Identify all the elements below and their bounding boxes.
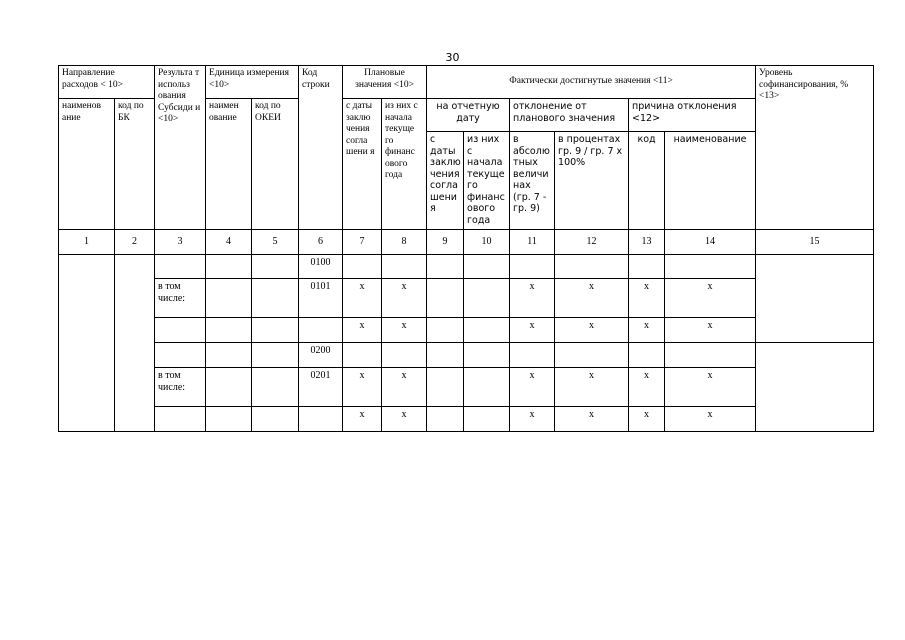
actual-since-year-cell [464, 318, 510, 343]
okei-cell [252, 279, 299, 318]
unit-name-cell [206, 255, 252, 279]
header-okei-code: код по ОКЕИ [252, 99, 299, 230]
unit-name-cell [206, 368, 252, 407]
direction-name-cell [59, 255, 115, 432]
deviation-absolute-cell: x [510, 368, 555, 407]
deviation-absolute-cell [510, 343, 555, 368]
deviation-absolute-cell [510, 255, 555, 279]
reason-code-cell [629, 343, 665, 368]
actual-since-year-cell [464, 368, 510, 407]
header-direction-group: Направление расходов < 10> [59, 66, 155, 99]
header-planned-since-year: из них с начала текуще го финанс ового года [382, 99, 427, 230]
result-cell [155, 407, 206, 432]
actual-since-year-cell [464, 407, 510, 432]
unit-name-cell [206, 279, 252, 318]
deviation-absolute-cell: x [510, 318, 555, 343]
column-number: 12 [555, 230, 629, 255]
header-reason-code: код [629, 132, 665, 230]
header-unit-name: наимен ование [206, 99, 252, 230]
reason-name-cell: x [665, 279, 756, 318]
report-table [58, 65, 874, 432]
column-number: 1 [59, 230, 115, 255]
header-unit-group: Единица измерения <10> [206, 66, 299, 99]
header-actual-since-year: из них с начала текуще го финанс ового года [464, 132, 510, 230]
planned-since-year-cell [382, 255, 427, 279]
column-number: 7 [343, 230, 382, 255]
planned-since-year-cell: x [382, 368, 427, 407]
actual-since-year-cell [464, 255, 510, 279]
header-deviation-absolute: в абсолю тных величи нах (гр. 7 - гр. 9) [510, 132, 555, 230]
row-code: 0101 [299, 279, 343, 318]
column-number: 2 [115, 230, 155, 255]
reason-name-cell [665, 255, 756, 279]
row-code [299, 407, 343, 432]
header-result: Результа т использ ования Субсиди и <10> [155, 66, 206, 230]
planned-since-year-cell: x [382, 318, 427, 343]
header-cofinancing: Уровень софинансирования, % <13> [756, 66, 874, 230]
result-cell [155, 318, 206, 343]
okei-cell [252, 318, 299, 343]
column-number: 15 [756, 230, 874, 255]
actual-since-agreement-cell [427, 407, 464, 432]
planned-since-agreement-cell: x [343, 407, 382, 432]
column-number: 4 [206, 230, 252, 255]
header-row-code: Код строки [299, 66, 343, 230]
column-number: 13 [629, 230, 665, 255]
column-number: 3 [155, 230, 206, 255]
reason-name-cell: x [665, 318, 756, 343]
actual-since-year-cell [464, 279, 510, 318]
column-number: 5 [252, 230, 299, 255]
header-name: наименов ание [59, 99, 115, 230]
row-code: 0200 [299, 343, 343, 368]
cofinancing-cell [756, 255, 874, 343]
planned-since-agreement-cell: x [343, 279, 382, 318]
deviation-percent-cell [555, 255, 629, 279]
actual-since-agreement-cell [427, 368, 464, 407]
unit-name-cell [206, 407, 252, 432]
header-deviation-percent: в процентах гр. 9 / гр. 7 х 100% [555, 132, 629, 230]
row-code [299, 318, 343, 343]
actual-since-year-cell [464, 343, 510, 368]
planned-since-year-cell [382, 343, 427, 368]
row-code: 0100 [299, 255, 343, 279]
row-code: 0201 [299, 368, 343, 407]
header-reason-name: наименование [665, 132, 756, 230]
actual-since-agreement-cell [427, 343, 464, 368]
actual-since-agreement-cell [427, 255, 464, 279]
okei-cell [252, 343, 299, 368]
reason-code-cell: x [629, 407, 665, 432]
deviation-percent-cell: x [555, 368, 629, 407]
column-number: 9 [427, 230, 464, 255]
okei-cell [252, 407, 299, 432]
header-deviation-group: отклонение от планового значения [510, 99, 629, 132]
planned-since-agreement-cell [343, 255, 382, 279]
header-reporting-date-group: на отчетную дату [427, 99, 510, 132]
bk-code-cell [115, 255, 155, 432]
deviation-percent-cell [555, 343, 629, 368]
deviation-absolute-cell: x [510, 279, 555, 318]
actual-since-agreement-cell [427, 279, 464, 318]
reason-code-cell [629, 255, 665, 279]
planned-since-agreement-cell [343, 343, 382, 368]
result-cell [155, 343, 206, 368]
actual-since-agreement-cell [427, 318, 464, 343]
column-number: 14 [665, 230, 756, 255]
header-planned-group: Плановые значения <10> [343, 66, 427, 99]
planned-since-agreement-cell: x [343, 318, 382, 343]
deviation-percent-cell: x [555, 407, 629, 432]
column-number: 8 [382, 230, 427, 255]
header-planned-since-agreement: с даты заклю чения согла шени я [343, 99, 382, 230]
result-cell [155, 255, 206, 279]
column-number: 10 [464, 230, 510, 255]
header-actual-group: Фактически достигнутые значения <11> [427, 66, 756, 99]
header-actual-since-agreement: с даты заклю чения согла шени я [427, 132, 464, 230]
reason-code-cell: x [629, 318, 665, 343]
reason-name-cell: x [665, 407, 756, 432]
deviation-absolute-cell: x [510, 407, 555, 432]
result-cell: в том числе: [155, 279, 206, 318]
planned-since-year-cell: x [382, 279, 427, 318]
reason-name-cell: x [665, 368, 756, 407]
reason-code-cell: x [629, 279, 665, 318]
column-number: 11 [510, 230, 555, 255]
reason-name-cell [665, 343, 756, 368]
result-cell: в том числе: [155, 368, 206, 407]
okei-cell [252, 368, 299, 407]
column-number: 6 [299, 230, 343, 255]
cofinancing-cell [756, 343, 874, 432]
deviation-percent-cell: x [555, 318, 629, 343]
reason-code-cell: x [629, 368, 665, 407]
page-number: 30 [445, 51, 460, 64]
planned-since-agreement-cell: x [343, 368, 382, 407]
header-bk-code: код по БК [115, 99, 155, 230]
unit-name-cell [206, 318, 252, 343]
planned-since-year-cell: x [382, 407, 427, 432]
unit-name-cell [206, 343, 252, 368]
header-reason-group: причина отклонения <12> [629, 99, 756, 132]
okei-cell [252, 255, 299, 279]
deviation-percent-cell: x [555, 279, 629, 318]
